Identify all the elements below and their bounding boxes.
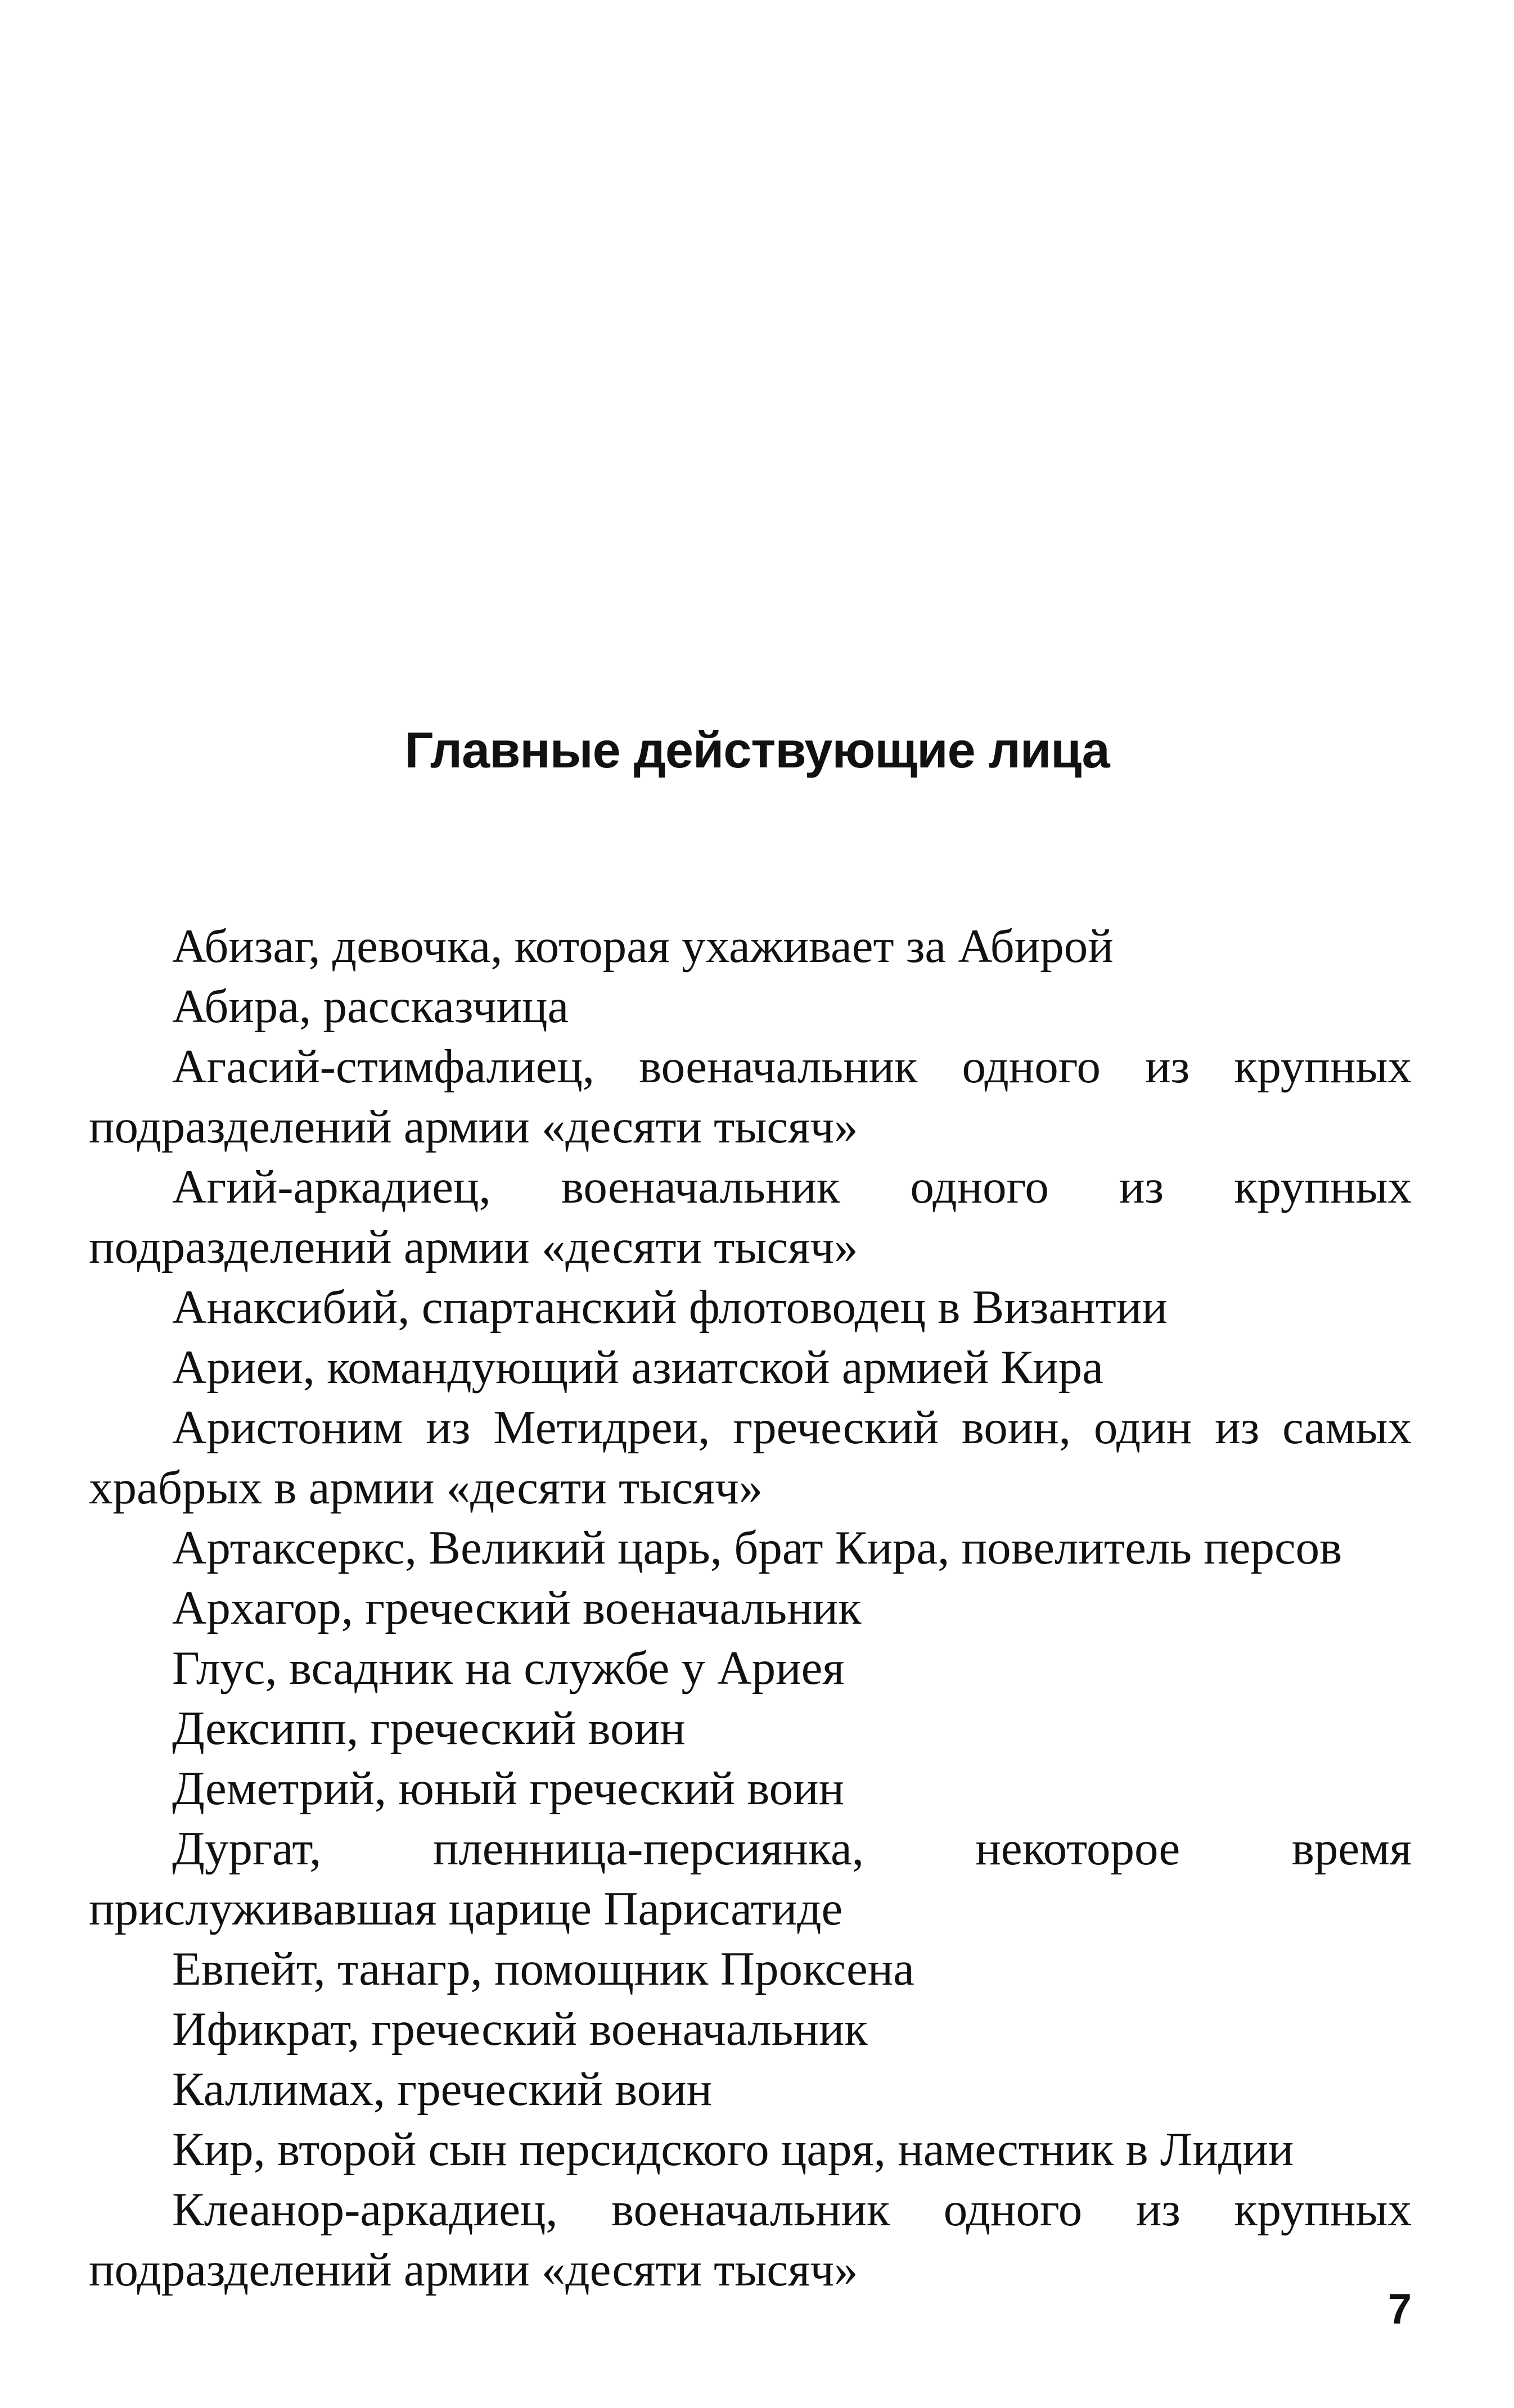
list-item: Анаксибий, спартанский флотоводец в Византии [172,1281,1168,1334]
list-item: Каллимах, греческий воин [172,2063,713,2116]
list-item: Деметрий, юный греческий воин [172,1762,845,1815]
list-item: Архагор, греческий военачальник [172,1582,862,1634]
list-item: Аристоним из Метидреи, греческий воин, один из самых храбрых в армии «десяти тысяч» [89,1401,1412,1514]
list-item: Дексипп, греческий воин [172,1702,686,1755]
page-heading: Главные действующие лица [404,722,1110,779]
list-item: Кир, второй сын персидского царя, наместник в Лидии [172,2123,1294,2176]
character-list [89,916,1412,2300]
list-item: Ариеи, командующий азиатской армией Кира [172,1341,1103,1394]
list-item: Артаксеркс, Великий царь, брат Кира, повелитель персов [172,1521,1342,1574]
list-item: Глус, всадник на службе у Ариея [172,1642,845,1695]
page-number: 7 [1387,2285,1412,2333]
list-item: Дургат, пленница-персиянка, некоторое время прислуживавшая царице Парисатиде [89,1822,1412,1935]
list-item: Агасий-стимфалиец, военачальник одного из крупных подразделений армии «десяти тысяч» [89,1040,1412,1153]
list-item: Евпейт, танагр, помощник Проксена [172,1942,914,1995]
list-item: Клеанор-аркадиец, военачальник одного из крупных подразделений армии «десяти тысяч» [89,2183,1412,2296]
list-item: Абира, рассказчица [172,980,569,1033]
list-item: Абизаг, девочка, которая ухаживает за Абирой [172,920,1114,973]
list-item: Ификрат, греческий военачальник [172,2003,868,2055]
list-item: Агий-аркадиец, военачальник одного из крупных подразделений армии «десяти тысяч» [89,1160,1412,1273]
